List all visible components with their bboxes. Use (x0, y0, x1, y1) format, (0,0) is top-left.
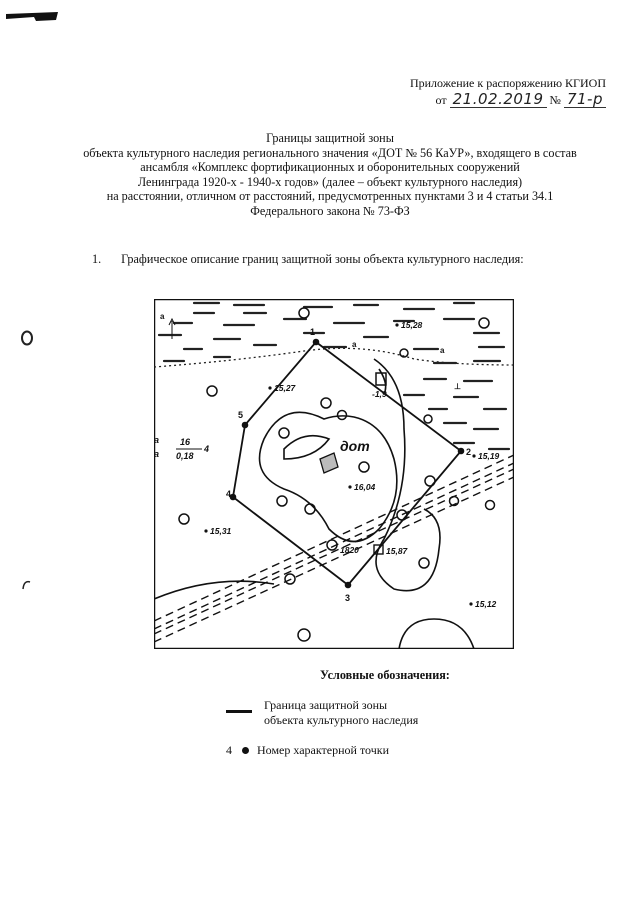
legend-boundary-line1: Граница защитной зоны (264, 698, 388, 712)
elevation-label: 15,87 (386, 546, 408, 556)
document-title (50, 131, 610, 219)
annex-header (366, 76, 606, 108)
fraction-suffix: 4 (204, 444, 210, 454)
elevation-label: 15,19 (478, 451, 500, 461)
left-letter: а (154, 449, 160, 459)
elevation-label: 15,12 (475, 599, 497, 609)
boundary-point-2 (458, 448, 465, 455)
date-prefix: от (435, 93, 447, 107)
point-label-3: 3 (345, 593, 351, 603)
scan-corner-mark (6, 12, 58, 22)
section-heading (92, 252, 612, 267)
point-label-1: 1 (310, 327, 316, 337)
title-line-1: Границы защитной зоны (266, 131, 394, 145)
title-line-5: на расстоянии, отличном от расстояний, предусмотренных пунктами 3 и 4 статьи 34.1 (106, 189, 554, 204)
annex-date-number (366, 92, 606, 108)
object-label: дот (340, 438, 370, 454)
elevation-label: 15,27 (274, 383, 296, 393)
fraction-top: 16 (180, 437, 191, 447)
handwritten-date: 21.02.2019 (450, 92, 547, 108)
svg-text:a: a (352, 340, 357, 349)
boundary-point-5 (242, 422, 249, 429)
legend-title: Условные обозначения: (320, 668, 450, 682)
point-label-5: 5 (238, 410, 244, 420)
left-letter: а (154, 435, 160, 445)
svg-text:⊥: ⊥ (454, 382, 461, 391)
year-label: 1820 (340, 545, 359, 555)
handwritten-number: 71-р (564, 92, 606, 108)
legend-point-text: Номер характерной точки (257, 743, 389, 757)
title-line-6: Федерального закона № 73-ФЗ (250, 203, 410, 218)
point-label-2: 2 (466, 447, 472, 457)
elevation-label: 15,31 (210, 526, 232, 536)
point-label-4: 4 (226, 489, 232, 499)
title-line-3: ансамбля «Комплекс фортификационных и оборонительных сооружений (140, 160, 520, 175)
elevation-label: 16,04 (354, 482, 376, 492)
legend-boundary-line2: объекта культурного наследия (264, 713, 419, 727)
legend-boundary-line-symbol (226, 710, 252, 713)
elevation-label: -1,9 (372, 389, 387, 399)
number-prefix: № (549, 93, 561, 107)
legend-boundary-text (264, 698, 504, 728)
svg-text:a: a (440, 346, 445, 355)
section-text: Графическое описание границ защитной зоны объекта культурного наследия: (121, 252, 524, 266)
section-number: 1. (92, 252, 102, 266)
legend-point-number: 4 (226, 743, 232, 757)
annex-line: Приложение к распоряжению КГИОП (409, 76, 606, 90)
boundary-point-1 (313, 339, 320, 346)
punch-hole-mark (20, 330, 34, 346)
title-line-2: объекта культурного наследия регионального значения «ДОТ № 56 КаУР», входящего в состав (83, 145, 577, 160)
punch-hole-mark-2 (20, 578, 34, 592)
boundary-map (154, 299, 514, 649)
elevation-label: 15,28 (401, 320, 423, 330)
legend-point-dot-icon (242, 747, 249, 754)
svg-text:a: a (160, 312, 165, 321)
boundary-point-3 (345, 582, 352, 589)
title-line-4: Ленинграда 1920-х - 1940-х годов» (далее – объект культурного наследия) (137, 174, 523, 189)
fraction-bottom: 0,18 (176, 451, 194, 461)
